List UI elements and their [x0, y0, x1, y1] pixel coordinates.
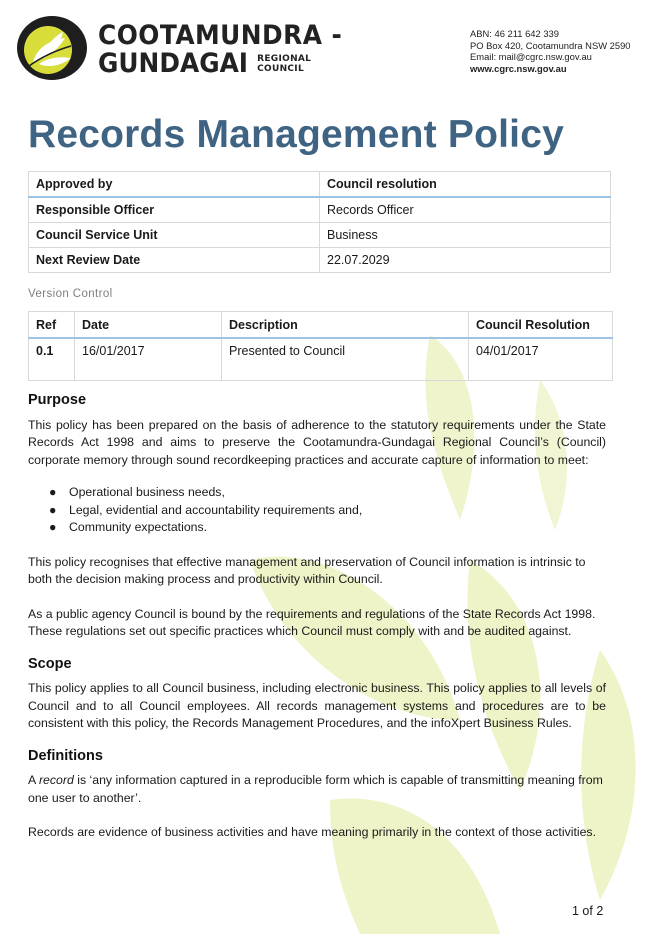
definition-record: A record is ‘any information captured in a reproducible form which is capable of transmitting meaning from one user to another’.: [28, 773, 603, 805]
value-cell: Business: [320, 223, 611, 248]
resolution-cell: 04/01/2017: [469, 338, 613, 381]
date-cell: 16/01/2017: [75, 338, 222, 381]
value-cell: Council resolution: [320, 172, 611, 198]
purpose-heading: Purpose: [28, 392, 87, 408]
website-link[interactable]: www.cgrc.nsw.gov.au: [470, 62, 567, 74]
table-row: [29, 248, 611, 273]
ref-cell: 0.1: [29, 338, 75, 381]
table-row: [29, 338, 613, 381]
definitions-heading: Definitions: [28, 747, 103, 764]
purpose-list: [28, 484, 606, 537]
bullet-icon: ●: [49, 485, 57, 499]
org-sub1: REGIONAL: [257, 54, 312, 64]
org-sub2: COUNCIL: [257, 64, 304, 74]
purpose-para2: This policy recognises that effective management and preservation of Council information is intrinsic to both the decision making process and productivity within Council.: [28, 554, 586, 586]
description-cell: Presented to Council: [222, 338, 469, 381]
bullet-icon: ●: [49, 520, 57, 534]
page-number: 1 of 2: [572, 904, 604, 918]
council-name: [98, 22, 364, 78]
council-logo-icon: [15, 14, 89, 82]
value-cell: 22.07.2029: [320, 248, 611, 273]
bullet-icon: ●: [49, 502, 57, 517]
list-item: ● Community expectations.: [28, 519, 606, 537]
col-header-ref: Ref: [29, 312, 75, 339]
org-line2: GUNDAGAI: [98, 48, 249, 79]
list-item: ● Legal, evidential and accountability requirements and,: [28, 502, 606, 520]
definition-records-evidence: Records are evidence of business activities and have meaning primarily in the context of those activities.: [28, 825, 596, 839]
policy-info-table: [28, 171, 611, 273]
version-control-label: Version Control: [28, 288, 113, 300]
col-header-description: Description: [222, 312, 469, 339]
scope-text: This policy applies to all Council business, including electronic business. This policy applies to all levels of Council and to all Council employees. All records management systems and procedures are to be consistent with this policy, the Records Management Procedures, and the infoXpert Business Rules.: [28, 681, 606, 730]
label-cell: Approved by: [29, 172, 320, 198]
table-row: [29, 197, 611, 223]
email[interactable]: Email: mail@cgrc.nsw.gov.au: [470, 51, 592, 62]
col-header-resolution: Council Resolution: [469, 312, 613, 339]
org-line1: COOTAMUNDRA -: [98, 20, 343, 51]
purpose-para3: As a public agency Council is bound by the requirements and regulations of the State Records Act 1998. These regulations set out specific practices which Council must comply with and be audited against.: [28, 606, 596, 638]
list-item: ● Operational business needs,: [28, 484, 606, 502]
label-cell: Council Service Unit: [29, 223, 320, 248]
org-sub: [257, 54, 311, 74]
table-row: [29, 223, 611, 248]
purpose-intro: This policy has been prepared on the basis of adherence to the statutory requirements under the State Records Act 1998 and aims to preserve the Cootamundra-Gundagai Regional Council’s (Council) corporate memory through sound recordkeeping practices and accurate capture of information to meet:: [28, 417, 606, 467]
page-title: Records Management Policy: [28, 113, 564, 156]
value-cell: Records Officer: [320, 197, 611, 223]
label-cell: Responsible Officer: [29, 197, 320, 223]
term-record: record: [38, 773, 74, 787]
scope-heading: Scope: [28, 655, 72, 672]
policy-body: [28, 392, 606, 842]
label-cell: Next Review Date: [29, 248, 320, 273]
version-control-table: [28, 311, 613, 381]
contact-block: [470, 28, 631, 74]
abn: ABN: 46 211 642 339: [470, 28, 559, 39]
table-header-row: [29, 312, 613, 339]
col-header-date: Date: [75, 312, 222, 339]
po-box: PO Box 420, Cootamundra NSW 2590: [470, 39, 631, 51]
table-row: [29, 172, 611, 198]
